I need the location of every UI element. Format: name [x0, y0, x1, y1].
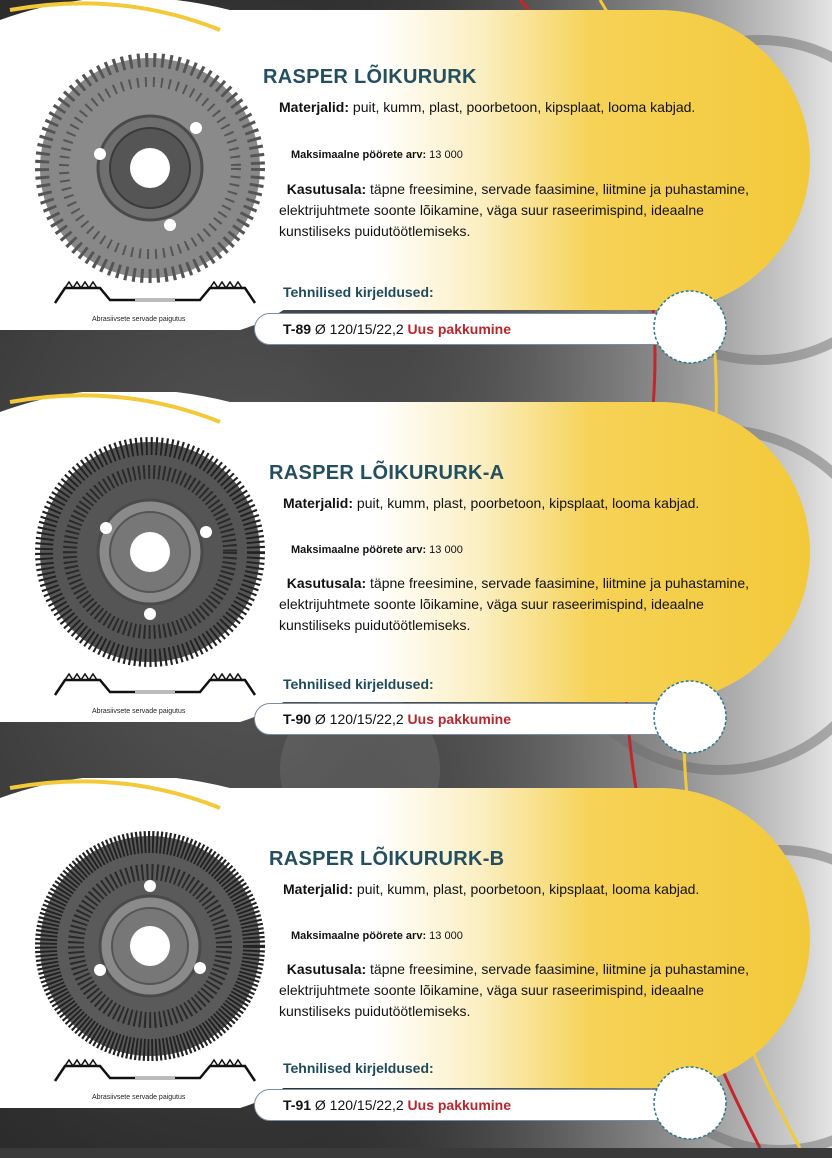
spec-pill — [254, 1089, 714, 1121]
rpm-label: Maksimaalne pöörete arv: — [291, 930, 427, 942]
usage-value: täpne freesimine, servade faasimine, liitmine ja puhastamine, elektrijuhtmete soonte lõikamine, väga suur raseerimispind, ideaalne kunstiliseks puidutöötlemiseks. — [279, 181, 750, 239]
tech-heading: Tehnilised kirjeldused: — [283, 676, 434, 692]
materials-value: puit, kumm, plast, poorbetoon, kipsplaat, looma kabjad. — [353, 495, 700, 511]
rpm-value: 13 000 — [426, 544, 463, 556]
offer-link[interactable]: Uus pakkumine — [407, 1097, 512, 1113]
spec-text — [283, 1097, 511, 1113]
rpm-label: Maksimaalne pöörete arv: — [291, 149, 427, 161]
disc-panel — [0, 778, 350, 1108]
usage-paragraph — [279, 959, 779, 1022]
tech-heading: Tehnilised kirjeldused: — [283, 1060, 434, 1076]
disc-panel — [0, 0, 350, 330]
product-code: T-91 — [283, 1097, 312, 1113]
usage-label: Kasutusala: — [286, 181, 367, 197]
product-card — [0, 0, 832, 380]
abrasive-caption: Abrasiivsete servade paigutus — [92, 316, 186, 323]
materials-label: Materjalid: — [279, 99, 350, 115]
offer-link[interactable]: Uus pakkumine — [407, 321, 512, 337]
disc-panel — [0, 392, 350, 722]
usage-value: täpne freesimine, servade faasimine, liitmine ja puhastamine, elektrijuhtmete soonte lõikamine, väga suur raseerimispind, ideaalne kunstiliseks puidutöötlemiseks. — [279, 575, 750, 633]
product-dimensions: Ø 120/15/22,2 — [311, 1097, 408, 1113]
product-title: RASPER LÕIKURURK-B — [269, 848, 505, 870]
product-card — [0, 778, 832, 1158]
materials-value: puit, kumm, plast, poorbetoon, kipsplaat, looma kabjad. — [353, 881, 700, 897]
materials-line — [283, 881, 699, 897]
rpm-value: 13 000 — [426, 149, 463, 161]
usage-value: täpne freesimine, servade faasimine, liitmine ja puhastamine, elektrijuhtmete soonte lõikamine, väga suur raseerimispind, ideaalne kunstiliseks puidutöötlemiseks. — [279, 961, 750, 1019]
materials-line — [283, 495, 699, 511]
rpm-label: Maksimaalne pöörete arv: — [291, 544, 427, 556]
gear-badge-icon — [650, 1063, 730, 1143]
product-card — [0, 392, 832, 772]
abrasive-profile-diagram — [50, 670, 260, 700]
product-dimensions: Ø 120/15/22,2 — [311, 711, 408, 727]
gear-badge-icon — [650, 287, 730, 367]
rpm-line — [291, 544, 463, 556]
product-dimensions: Ø 120/15/22,2 — [311, 321, 408, 337]
materials-line — [279, 99, 695, 115]
gear-badge-icon — [650, 677, 730, 757]
abrasive-caption: Abrasiivsete servade paigutus — [92, 708, 186, 715]
spec-text — [283, 711, 511, 727]
rpm-line — [291, 149, 463, 161]
tech-heading: Tehnilised kirjeldused: — [283, 284, 434, 300]
usage-paragraph — [279, 179, 779, 242]
usage-label: Kasutusala: — [286, 575, 367, 591]
materials-label: Materjalid: — [283, 881, 354, 897]
spec-pill — [254, 313, 714, 345]
product-code: T-89 — [283, 321, 312, 337]
abrasive-caption: Abrasiivsete servade paigutus — [92, 1094, 186, 1101]
product-code: T-90 — [283, 711, 312, 727]
usage-paragraph — [279, 573, 779, 636]
abrasive-profile-diagram — [50, 278, 260, 308]
spec-text — [283, 321, 511, 337]
rpm-value: 13 000 — [426, 930, 463, 942]
product-title: RASPER LÕIKURURK-A — [269, 462, 505, 484]
abrasive-profile-diagram — [50, 1056, 260, 1086]
materials-label: Materjalid: — [283, 495, 354, 511]
product-title: RASPER LÕIKURURK — [263, 66, 477, 88]
materials-value: puit, kumm, plast, poorbetoon, kipsplaat, looma kabjad. — [349, 99, 696, 115]
offer-link[interactable]: Uus pakkumine — [407, 711, 512, 727]
usage-label: Kasutusala: — [286, 961, 367, 977]
rpm-line — [291, 930, 463, 942]
spec-pill — [254, 703, 714, 735]
